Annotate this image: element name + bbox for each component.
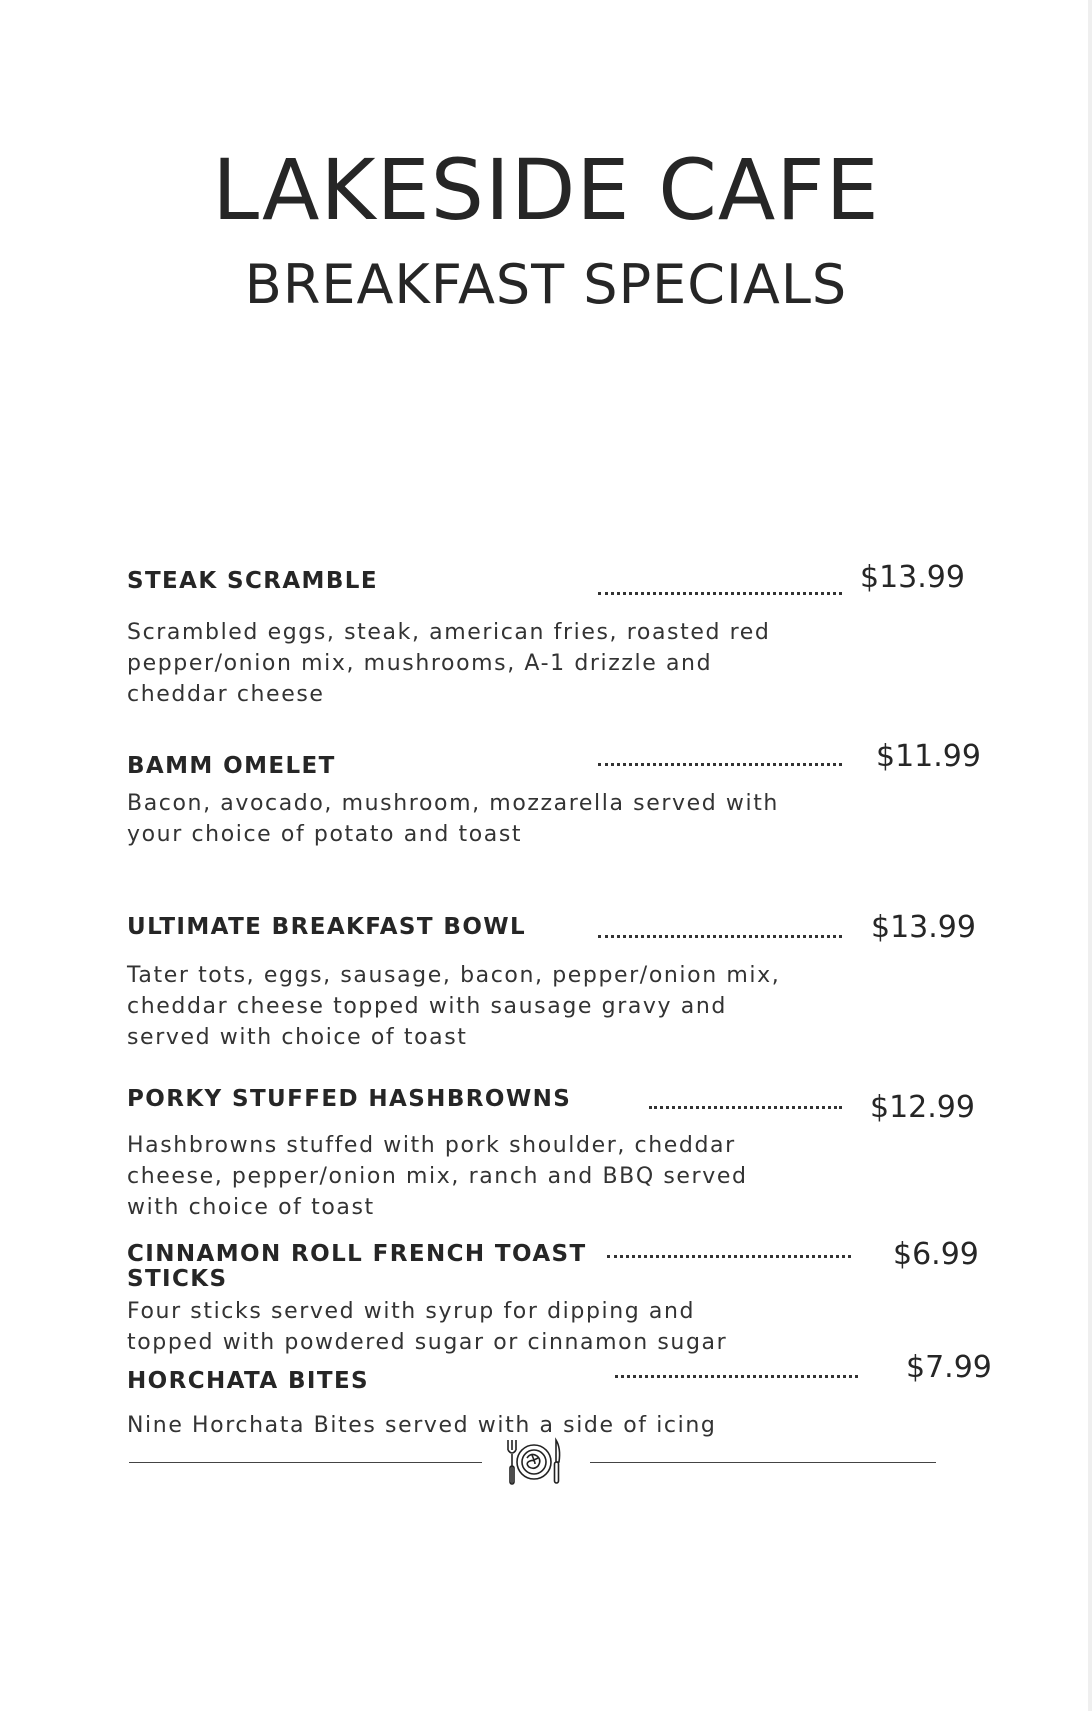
menu-item-name: HORCHATA BITES [127, 1368, 370, 1394]
menu-item-description: Hashbrowns stuffed with pork shoulder, cheddar cheese, pepper/onion mix, ranch and BBQ served with choice of toast [127, 1133, 748, 1220]
dotted-leader [615, 1375, 858, 1378]
menu-item-price: $13.99 [871, 910, 976, 945]
divider-line-left [129, 1462, 482, 1463]
menu-item-description: Scrambled eggs, steak, american fries, roasted red pepper/onion mix, mushrooms, A-1 drizzle and cheddar cheese [127, 620, 771, 707]
menu-item-price: $7.99 [906, 1350, 992, 1385]
dotted-leader [607, 1255, 851, 1258]
dotted-leader [598, 592, 842, 595]
menu-item-name: STEAK SCRAMBLE [127, 568, 378, 594]
dotted-leader [598, 763, 842, 766]
menu-item-name: CINNAMON ROLL FRENCH TOAST STICKS [127, 1241, 587, 1292]
cafe-title: LAKESIDE CAFE [212, 141, 880, 239]
menu-item-name: BAMM OMELET [127, 753, 336, 779]
menu-item-name: PORKY STUFFED HASHBROWNS [127, 1086, 572, 1112]
menu-item-price: $11.99 [876, 739, 981, 774]
menu-item-description: Bacon, avocado, mushroom, mozzarella served with your choice of potato and toast [127, 791, 779, 847]
dotted-leader [649, 1106, 842, 1109]
menu-item-description: Nine Horchata Bites served with a side of icing [127, 1413, 717, 1438]
dotted-leader [598, 935, 842, 938]
menu-item-price: $13.99 [860, 560, 965, 595]
menu-subtitle: BREAKFAST SPECIALS [244, 253, 848, 316]
menu-item-price: $6.99 [893, 1237, 979, 1272]
menu-item-description: Four sticks served with syrup for dipping and topped with powdered sugar or cinnamon sugar [127, 1299, 728, 1355]
plate-fork-knife-icon [504, 1436, 564, 1488]
menu-item-description: Tater tots, eggs, sausage, bacon, pepper/onion mix, cheddar cheese topped with sausage gravy and served with choice of toast [127, 963, 781, 1050]
menu-item-name: ULTIMATE BREAKFAST BOWL [127, 914, 527, 940]
menu-item-price: $12.99 [870, 1090, 975, 1125]
divider-line-right [590, 1462, 936, 1463]
